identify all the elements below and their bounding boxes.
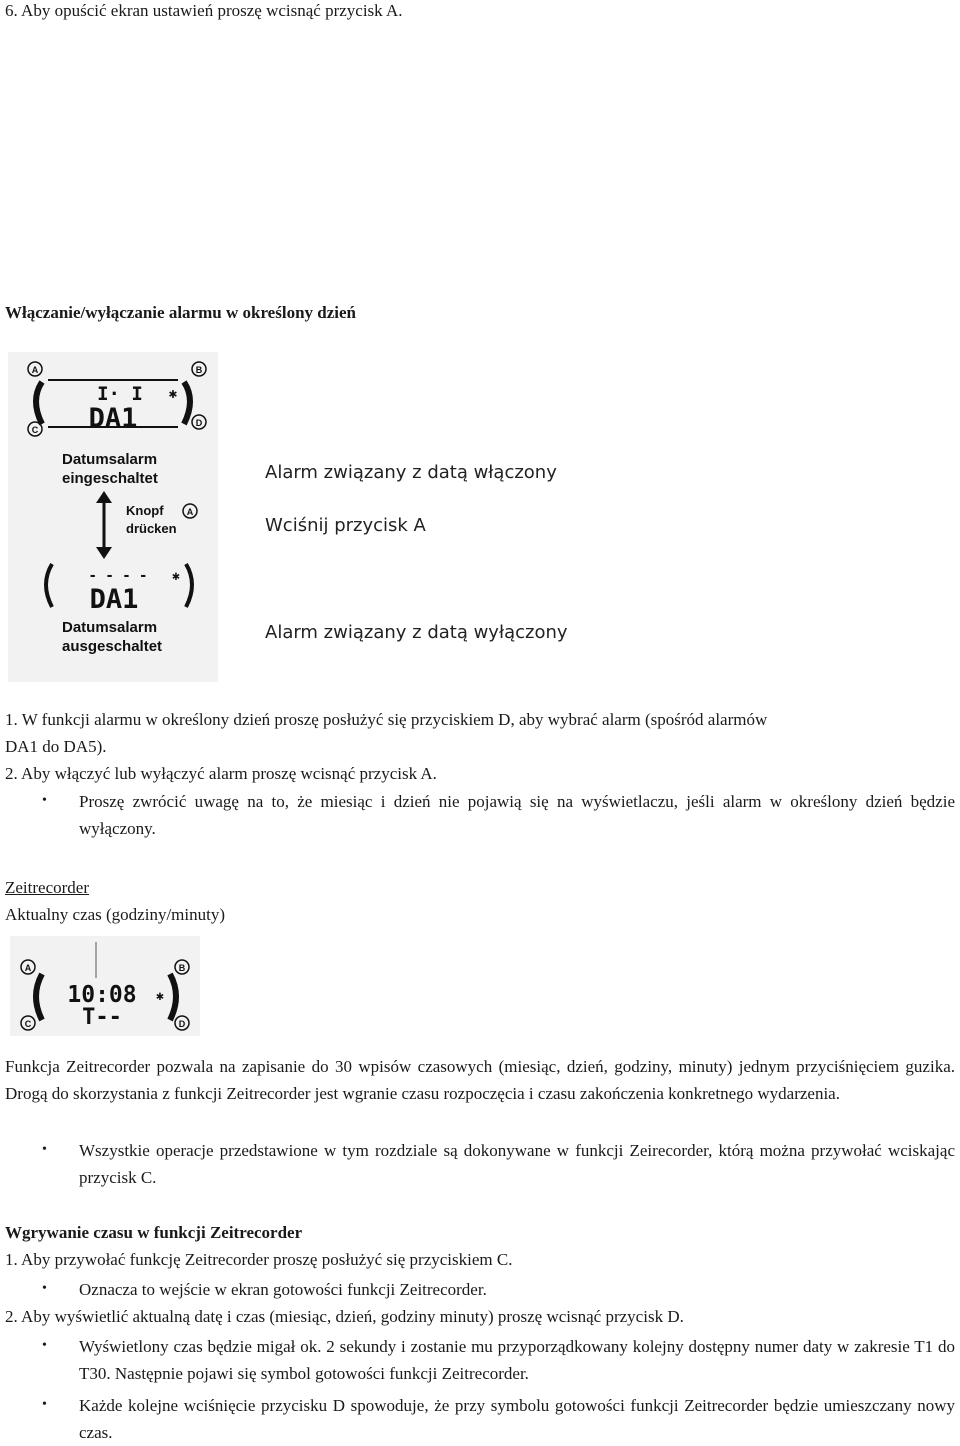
- time-button-d: D: [178, 1019, 186, 1029]
- label-on-1: Datumsalarm: [62, 451, 158, 468]
- bullet-icon: •: [42, 793, 47, 808]
- lcd-bottom-line-1: - - - -: [88, 568, 148, 584]
- bullet-icon: •: [42, 1338, 47, 1353]
- alarm-bullet-1: Proszę zwrócić uwagę na to, że miesiąc i dzień nie pojawią się na wyświetlaczu, jeśli alarm w określony dzień będzie wyłączony.: [79, 792, 955, 838]
- bullet-icon: •: [42, 1142, 47, 1157]
- alarm-step-1-line-2: DA1 do DA5).: [5, 737, 107, 756]
- record-bullet-1: Oznacza to wejście w ekran gotowości funkcji Zeitrecorder.: [79, 1280, 487, 1299]
- current-time-figure: [10, 936, 200, 1036]
- knopf-label-1: Knopf: [126, 503, 164, 518]
- bullet-icon: •: [42, 1397, 47, 1412]
- lcd-bottom-line-2: DA1: [89, 584, 139, 615]
- alarm-off-symbol-icon: ✱: [172, 569, 180, 584]
- zeitrecorder-subtitle: Aktualny czas (godziny/minuty): [5, 905, 226, 924]
- knopf-label-2: drücken: [126, 521, 177, 536]
- section-title-zeitrecorder: Zeitrecorder: [5, 878, 89, 897]
- label-on-2: eingeschaltet: [62, 470, 158, 487]
- record-step-2: 2. Aby wyświetlić aktualną datę i czas (miesiąc, dzień, godziny minuty) proszę wcisnąć przycisk D.: [5, 1307, 684, 1326]
- time-button-a: A: [24, 963, 32, 973]
- time-button-b: B: [178, 963, 186, 973]
- alarm-symbol-icon: ✱: [168, 386, 178, 402]
- bullet-icon: •: [42, 1281, 47, 1296]
- time-alarm-symbol-icon: ✱: [156, 989, 164, 1004]
- time-button-c: C: [24, 1019, 32, 1029]
- date-alarm-figure: [8, 352, 218, 682]
- caption-press-a: Wciśnij przycisk A: [265, 515, 426, 536]
- section-title-record: Wgrywanie czasu w funkcji Zeitrecorder: [5, 1223, 303, 1242]
- label-off-2: ausgeschaltet: [62, 638, 163, 655]
- label-off-1: Datumsalarm: [62, 619, 158, 636]
- zeitrecorder-paragraph: Funkcja Zeitrecorder pozwala na zapisanie do 30 wpisów czasowych (miesiąc, dzień, godziny, minuty) jednym przyciśnięciem guzika. Drogą do skorzystania z funkcji Zeitrecorder jest wgranie czasu rozpoczęcia i czasu zakończenia konkretnego wydarzenia.: [5, 1057, 955, 1103]
- step-6: 6. Aby opuścić ekran ustawień proszę wcisnąć przycisk A.: [5, 1, 403, 20]
- lcd-top-line-1: I· I: [97, 383, 143, 405]
- lcd-t-line: T--: [82, 1005, 122, 1030]
- section-title-alarm: Włączanie/wyłączanie alarmu w określony dzień: [5, 303, 356, 322]
- lcd-time: 10:08: [67, 982, 137, 1008]
- record-step-1: 1. Aby przywołać funkcję Zeitrecorder proszę posłużyć się przyciskiem C.: [5, 1250, 513, 1269]
- knopf-button-a: A: [186, 507, 194, 517]
- button-a-label: A: [31, 365, 39, 375]
- caption-alarm-off: Alarm związany z datą wyłączony: [265, 622, 568, 643]
- lcd-top-line-2: DA1: [88, 403, 138, 434]
- zeitrecorder-bullet-1: Wszystkie operacje przedstawione w tym rozdziale są dokonywane w funkcji Zeirecorder, którą można przywołać wciskając przycisk C.: [79, 1141, 955, 1187]
- button-c-label: C: [31, 425, 39, 435]
- caption-alarm-on: Alarm związany z datą włączony: [265, 462, 557, 483]
- record-bullet-2: Wyświetlony czas będzie migał ok. 2 sekundy i zostanie mu przyporządkowany kolejny dostępny numer daty w zakresie T1 do T30. Następnie pojawi się symbol gotowości funkcji Zeitrecorder.: [79, 1337, 955, 1383]
- alarm-step-1-line-1: 1. W funkcji alarmu w określony dzień proszę posłużyć się przyciskiem D, aby wybrać alarm (spośród alarmów: [5, 710, 768, 729]
- record-bullet-3: Każde kolejne wciśnięcie przycisku D spowoduje, że przy symbolu gotowości funkcji Zeitrecorder będzie umieszczany nowy czas.: [79, 1396, 955, 1442]
- button-b-label: B: [195, 365, 203, 375]
- alarm-step-2: 2. Aby włączyć lub wyłączyć alarm proszę wcisnąć przycisk A.: [5, 764, 437, 783]
- button-d-label: D: [195, 418, 203, 428]
